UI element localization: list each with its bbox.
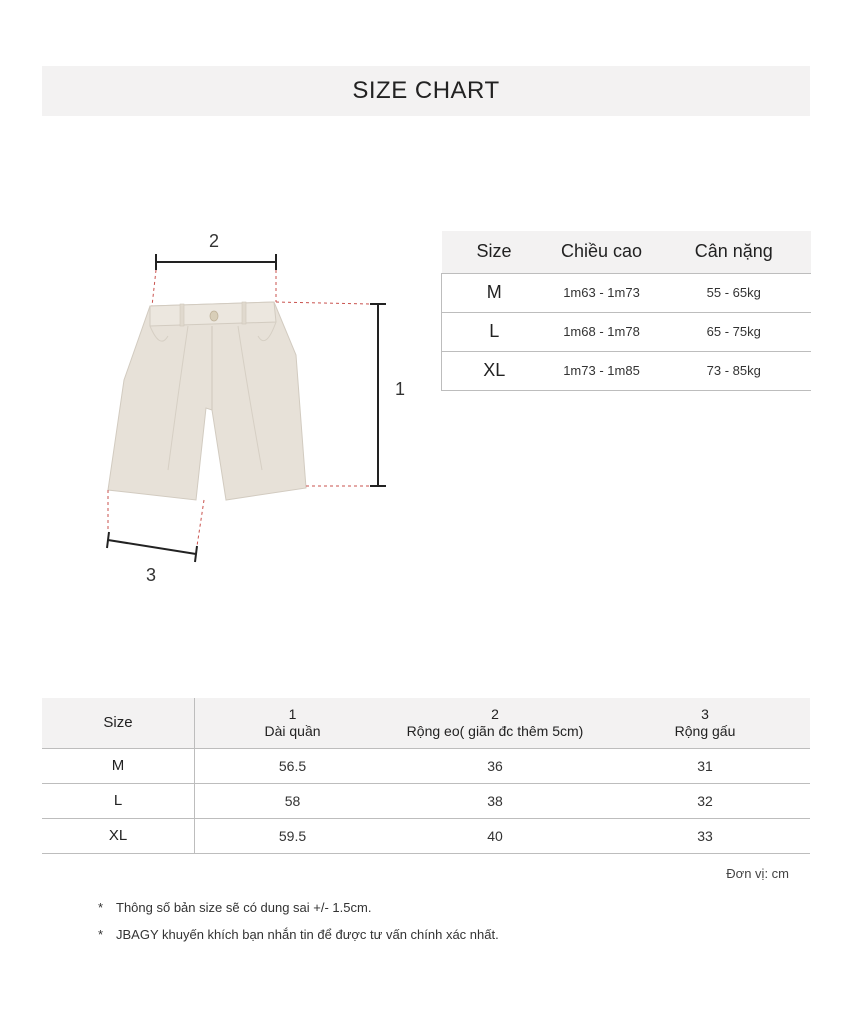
list-item xyxy=(98,927,499,942)
size-chart-header xyxy=(42,66,810,116)
col-header-number: 3 xyxy=(701,705,709,722)
unit-note: Đơn vị: cm xyxy=(726,866,789,881)
col-header-label: Rộng eo( giãn đc thêm 5cm) xyxy=(406,722,584,739)
weight-cell: 73 - 85kg xyxy=(657,351,812,390)
bullet-star: * xyxy=(98,900,104,915)
waist-cell: 40 xyxy=(390,818,600,853)
height-weight-table xyxy=(441,231,811,391)
length-cell: 59.5 xyxy=(195,818,391,853)
hem-cell: 33 xyxy=(600,818,810,853)
col-header-weight: Cân nặng xyxy=(694,241,773,262)
length-cell: 56.5 xyxy=(195,748,391,783)
height-cell: 1m73 - 1m85 xyxy=(547,351,657,390)
col-header-size: Size xyxy=(476,241,512,262)
note-text: JBAGY khuyến khích bạn nhắn tin để được tư vấn chính xác nhất. xyxy=(116,927,499,942)
table-row xyxy=(442,312,812,351)
size-cell: L xyxy=(442,312,547,351)
length-cell: 58 xyxy=(195,783,391,818)
table-header-row xyxy=(442,231,812,273)
shorts-image xyxy=(108,302,306,500)
size-cell: XL xyxy=(42,818,195,853)
waist-cell: 36 xyxy=(390,748,600,783)
measurement-table xyxy=(42,698,810,854)
hem-cell: 32 xyxy=(600,783,810,818)
col-header-waist xyxy=(390,698,600,748)
hem-cell: 31 xyxy=(600,748,810,783)
height-cell: 1m63 - 1m73 xyxy=(547,273,657,312)
col-header-length xyxy=(195,698,391,748)
length-label: 1 xyxy=(395,379,406,399)
size-cell: M xyxy=(442,273,547,312)
col-header-hem xyxy=(600,698,810,748)
col-header-number: 1 xyxy=(288,705,297,722)
table-row xyxy=(442,273,812,312)
page-title: SIZE CHART xyxy=(352,77,500,104)
notes-list xyxy=(98,900,499,954)
bullet-star: * xyxy=(98,927,104,942)
hem-measurement-line xyxy=(107,490,204,562)
size-cell: L xyxy=(42,783,195,818)
table-row xyxy=(42,748,810,783)
col-header-size xyxy=(42,698,195,748)
hem-label: 3 xyxy=(146,565,157,585)
length-measurement-line xyxy=(276,302,386,486)
weight-cell: 65 - 75kg xyxy=(657,312,812,351)
waist-measurement-line xyxy=(152,254,276,306)
waist-cell: 38 xyxy=(390,783,600,818)
col-header-number: 2 xyxy=(491,705,499,722)
note-text: Thông số bản size sẽ có dung sai +/- 1.5cm. xyxy=(116,900,372,915)
col-header-height: Chiều cao xyxy=(560,241,643,262)
size-cell: M xyxy=(42,748,195,783)
waist-label: 2 xyxy=(209,231,220,251)
table-row xyxy=(42,818,810,853)
col-header-label: Rộng gấu xyxy=(674,722,736,739)
height-cell: 1m68 - 1m78 xyxy=(547,312,657,351)
table-header-row xyxy=(42,698,810,748)
col-header-label: Size xyxy=(103,714,133,732)
size-cell: XL xyxy=(442,351,547,390)
weight-cell: 55 - 65kg xyxy=(657,273,812,312)
table-row xyxy=(442,351,812,390)
col-header-label: Dài quần xyxy=(264,722,321,739)
list-item xyxy=(98,900,499,915)
table-row xyxy=(42,783,810,818)
